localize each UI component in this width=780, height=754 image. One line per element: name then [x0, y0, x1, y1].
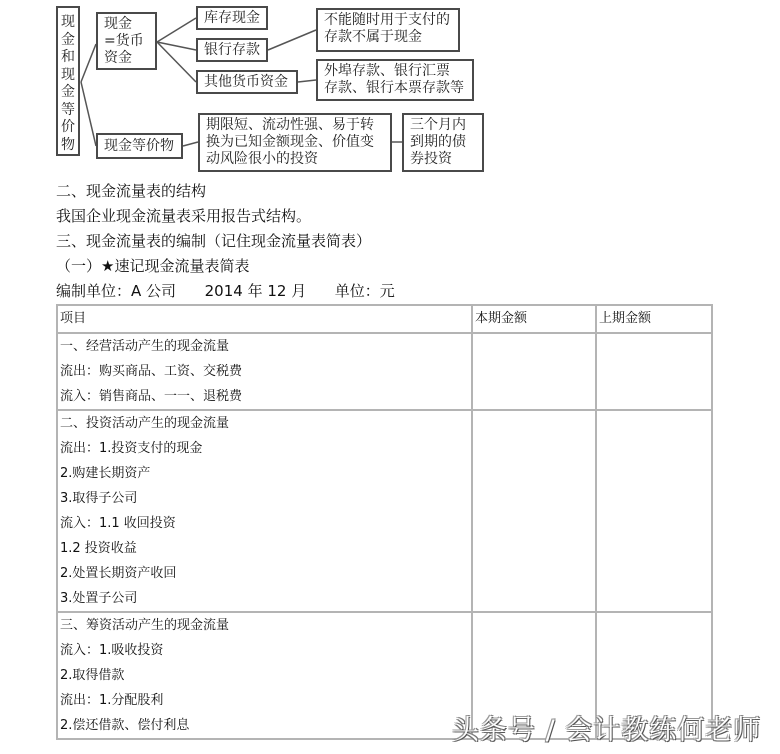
root-node-cash-and-equivalents: [56, 6, 80, 156]
row-line: 流入：销售商品、一一、退税费: [60, 389, 243, 404]
node-cash-line: =货币: [104, 33, 144, 49]
row-line: 2.偿还借款、偿付利息: [60, 718, 190, 733]
row-line: 2.购建长期资产: [60, 466, 151, 481]
section2-body: 我国企业现金流量表采用报告式结构。: [56, 207, 312, 225]
watermark: 头条号 / 会计教练何老师: [452, 715, 762, 746]
node-cash-line: 资金: [104, 50, 132, 66]
row-line: 流出：1.投资支付的现金: [60, 441, 203, 456]
row-items: [57, 612, 472, 739]
table-header-row: [57, 305, 712, 333]
note-line: 三个月内: [410, 117, 466, 133]
node-cash: [96, 12, 157, 70]
header-current-amount: 本期金额: [472, 305, 596, 333]
note-line: 动风险很小的投资: [206, 151, 318, 167]
row-line: 流入：1.1 收回投资: [60, 516, 176, 531]
row-line: 2.取得借款: [60, 668, 125, 683]
cell-prior-amount: [596, 333, 712, 410]
root-char: 现: [61, 66, 75, 83]
row-line: 流出：1.分配股利: [60, 693, 164, 708]
row-line: 一、经营活动产生的现金流量: [60, 339, 230, 354]
row-line: 1.2 投资收益: [60, 541, 137, 556]
node-cash-equivalents: [96, 133, 183, 159]
section2-title: 二、现金流量表的结构: [56, 182, 207, 200]
unit-line: 编制单位：A 公司 2014 年 12 月 单位：元: [56, 282, 395, 300]
row-line: 3.取得子公司: [60, 491, 138, 506]
root-char: 现: [61, 14, 75, 30]
table-row-operating: [57, 333, 712, 410]
row-line: 流入：1.吸收投资: [60, 643, 164, 658]
root-char: 价: [61, 119, 75, 135]
node-cash-line: 现金: [104, 16, 132, 32]
note-line: 不能随时用于支付的: [324, 12, 450, 28]
cash-flow-table: [56, 304, 713, 740]
header-item: 项目: [57, 305, 472, 333]
cell-prior-amount: [596, 410, 712, 612]
row-line: 三、筹资活动产生的现金流量: [60, 618, 230, 633]
row-items: [57, 333, 472, 410]
cell-current-amount: [472, 410, 596, 612]
note-line: 换为已知金额现金、价值变: [206, 134, 374, 150]
node-label: 现金等价物: [104, 138, 174, 154]
row-line: 流出：购买商品、工资、交税费: [60, 364, 243, 379]
section3-title: 三、现金流量表的编制（记住现金流量表简表）: [56, 232, 372, 250]
note-line: 外埠存款、银行汇票: [324, 63, 450, 79]
note-line: 存款不属于现金: [324, 29, 422, 45]
note-other-monetary: [316, 59, 474, 101]
root-char: 物: [61, 136, 75, 153]
table-row-investing: [57, 410, 712, 612]
row-line: 二、投资活动产生的现金流量: [60, 416, 230, 431]
note-line: 期限短、流动性强、易于转: [206, 117, 374, 133]
note-line: 到期的债: [410, 134, 466, 150]
root-char: 等: [61, 101, 75, 118]
note-bank-deposit: [316, 8, 460, 52]
node-label: 其他货币资金: [204, 74, 288, 90]
row-line: 2.处置长期资产收回: [60, 566, 177, 581]
cell-current-amount: [472, 333, 596, 410]
node-other-monetary-funds: [196, 70, 298, 94]
header-prior-amount: 上期金额: [596, 305, 712, 333]
note-line: 存款、银行本票存款等: [324, 80, 464, 96]
node-inventory-cash: [196, 6, 268, 30]
node-label: 银行存款: [204, 42, 260, 58]
root-char: 金: [61, 31, 75, 48]
root-char: 和: [61, 49, 75, 65]
root-char: 金: [61, 84, 75, 100]
node-label: 库存现金: [204, 10, 260, 26]
note-line: 券投资: [410, 151, 452, 167]
node-bank-deposit: [196, 38, 268, 62]
subsection1-title: （一）★速记现金流量表简表: [56, 257, 250, 275]
row-line: 3.处置子公司: [60, 591, 138, 606]
row-items: [57, 410, 472, 612]
note-equivalents-example: [402, 113, 484, 172]
note-equivalents-definition: [198, 113, 392, 172]
